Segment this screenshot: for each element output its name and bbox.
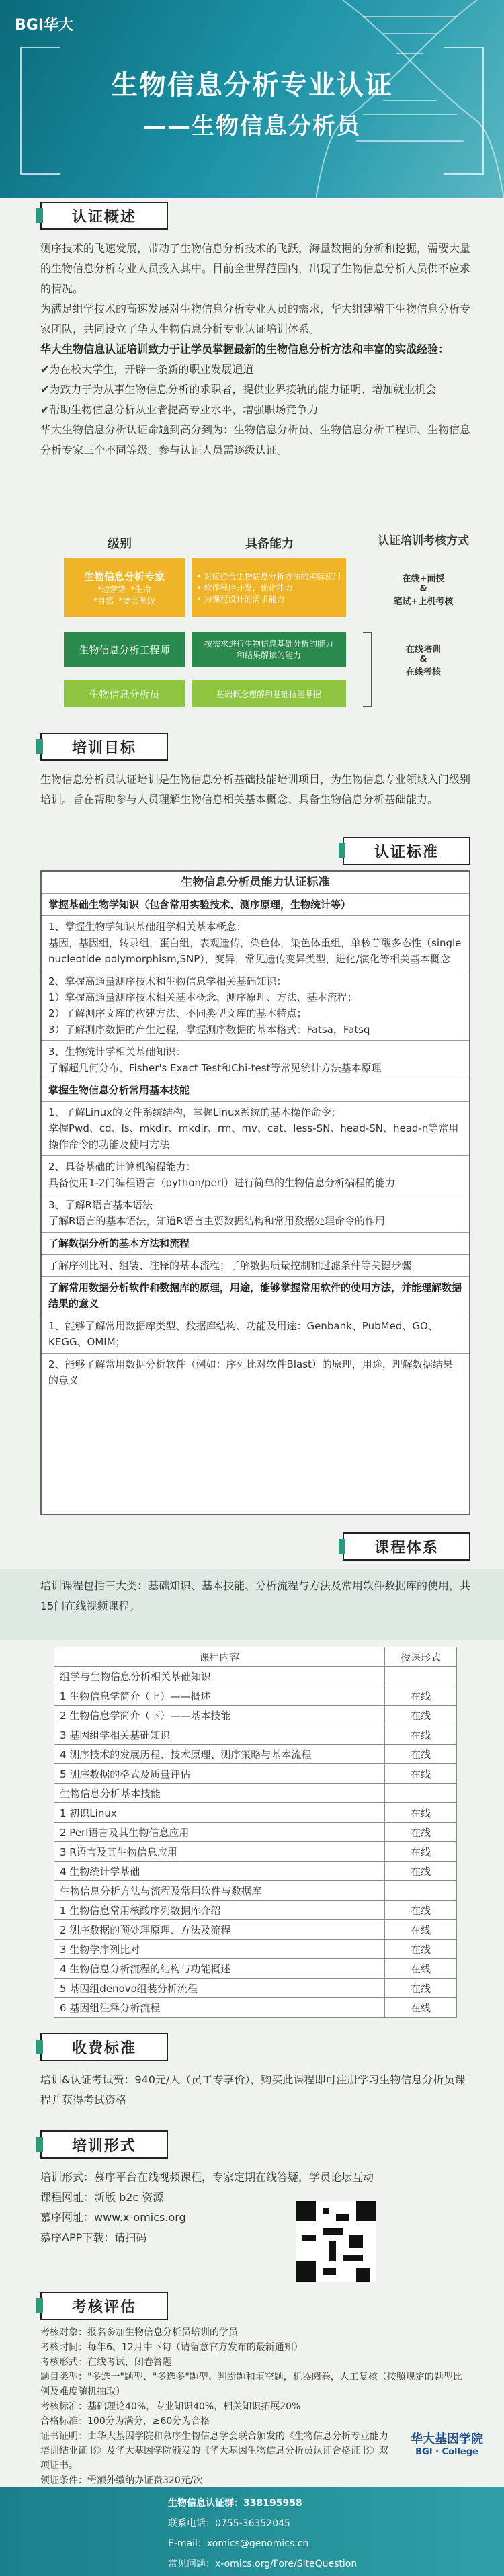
std-r7: 了解序列比对、组装、注释的基本流程；了解数据质量控制和过滤条件等关键步骤 <box>42 1255 469 1277</box>
footer-group: 生物信息认证群：338195958 <box>168 2498 302 2509</box>
std-h3: 了解数据分析的基本方法和流程 <box>42 1233 469 1255</box>
overview-p4: 华大生物信息分析认证命题到高分到为：生物信息分析员、生物信息分析工程师、生物信息分析专家三个不同等级。参与认证人员需逐级认证。 <box>40 423 471 456</box>
format-p3: 慕序网址：www.x-omics.org <box>40 2211 186 2224</box>
assess-q1: 考核对象：报名参加生物信息分析员培训的学员 <box>40 2327 238 2338</box>
courses-intro: 培训课程包括三大类：基础知识、基本技能、分析流程与方法及常用软件数据库的使用，共15门在线视频课程。 <box>40 1579 471 1612</box>
assess-q6: 合格标准：100分为满分，≥60分为合格 <box>40 2416 210 2427</box>
course-row: 2 Perl语言及其生物信息应用 <box>54 1823 385 1842</box>
std-r9: 2、能够了解常用数据分析软件（例如：序列比对软件Blast）的原理，用途，理解数据结果的意义 <box>48 1358 453 1386</box>
method-expert: 在线+面授 & 笔试+上机考核 <box>393 574 454 607</box>
section-title-courses: 课程体系 <box>343 1532 470 1561</box>
format-p2: 课程网址：新版 b2c 资源 <box>40 2191 164 2204</box>
ability-header: 具备能力 <box>245 537 294 551</box>
method-header: 认证培训考核方式 <box>378 534 469 548</box>
std-r5: 2、具备基础的计算机编程能力： 具备使用1-2门编程语言（python/perl）进行简单的生物信息分析编程的能力 <box>42 1156 469 1194</box>
section-title-assessment: 考核评估 <box>40 2292 168 2320</box>
level-engineer: 生物信息分析工程师 <box>64 632 185 667</box>
std-h4: 了解常用数据分析软件和数据库的原理，用途，能够掌握常用软件的使用方法，并能理解数据结果的意义 <box>42 1277 469 1315</box>
course-row: 4 测序技术的发展历程、技术原理、测序策略与基本流程 <box>54 1745 385 1764</box>
section-title-standard: 认证标准 <box>343 837 470 865</box>
footer <box>0 2487 504 2576</box>
overview-p2: 为满足组学技术的高速发展对生物信息分析专业人员的需求，华大组建精干生物信息分析专家团队，共同设立了华大生物信息分析专业认证培训体系。 <box>40 302 471 335</box>
format-p1: 培训形式：慕序平台在线视频课程，专家定期在线答疑，学员论坛互动 <box>40 2171 374 2184</box>
course-row: 1 生物信息常用核酸序列数据库介绍 <box>54 1901 385 1920</box>
bracket <box>363 632 372 707</box>
assess-q3: 考核形式：在线考试，闭卷答题 <box>40 2357 172 2368</box>
overview-bullet-2: ✔为致力于为从事生物信息分析的求职者，提供业界接轨的能力证明、增加就业机会 <box>40 383 437 396</box>
std-h2: 掌握生物信息分析常用基本技能 <box>42 1079 469 1102</box>
header-banner <box>0 0 504 198</box>
section-title-overview: 认证概述 <box>40 202 168 230</box>
bgi-college-logo: 华大基因学院 BGI · College <box>411 2432 483 2457</box>
std-r1: 1、掌握生物学知识基础组学相关基本概念： 基因，基因组，转录组，蛋白组，表观遗传，染色体，染色体重组，单核苷酸多态性（single nucleotide polymorphism,SNP），变异，常见遗传变异类型，进化/演化等相关基本概念 <box>42 916 469 970</box>
course-row: 3 基因组学相关基础知识 <box>54 1725 385 1745</box>
standard-table-title: 生物信息分析员能力认证标准 <box>42 872 469 894</box>
course-row: 3 R语言及其生物信息应用 <box>54 1842 385 1862</box>
ability-engineer: 按需求进行生物信息基础分析的能力 和结果解读的能力 <box>192 632 346 667</box>
course-group-1: 组学与生物信息分析相关基础知识 <box>54 1667 385 1686</box>
std-r2: 2、掌握高通量测序技术和生物信息学相关基础知识： 1）掌握高通量测序技术相关基本概念、测序原理、方法、基本流程； 2）了解测序文库的构建方法、不同类型文库的基本特点； 3）了解测序数据的产生过程，掌握测序数据的基本格式：Fatsa，Fatsq <box>42 970 469 1041</box>
std-r6: 3、了解R语言基本语法 了解R语言的基本语法，知道R语言主要数据结构和常用数据处理命令的作用 <box>42 1194 469 1233</box>
page-title: 生物信息分析专业认证 <box>111 70 393 101</box>
course-group-3: 生物信息分析方法与流程及常用软件与数据库 <box>54 1881 385 1901</box>
course-row: 2 测序数据的预处理原理、方法及流程 <box>54 1920 385 1940</box>
section-title-goal: 培训目标 <box>40 733 168 761</box>
section-title-fee: 收费标准 <box>40 2033 168 2061</box>
std-r8: 1、能够了解常用数据库类型、数据库结构、功能及用途：Genbank、PubMed、GO、KEGG、OMIM； <box>42 1315 469 1354</box>
assessment-body <box>40 2325 470 2488</box>
course-th-content: 课程内容 <box>54 1647 385 1667</box>
course-row: 4 生物信息分析流程的结构与功能概述 <box>54 1959 385 1979</box>
qr-code-icon <box>296 2201 376 2282</box>
course-group-2: 生物信息分析基本技能 <box>54 1784 385 1803</box>
fee-body: 培训&认证考试费：940元/人（员工专享价），购买此课程即可注册学习生物信息分析员课程并获得考试资格 <box>40 2073 466 2106</box>
course-row: 1 生物信息学简介（上）——概述 <box>54 1686 385 1706</box>
std-r4: 1、了解Linux的文件系统结构，掌握Linux系统的基本操作命令； 掌握Pwd、cd、ls、mkdir、mkdir、rm、mv、cat、less-SN、head-SN、head-n等常用操作命令的功能及使用方法 <box>42 1102 469 1156</box>
course-row: 2 生物信息学简介（下）——基本技能 <box>54 1706 385 1725</box>
standard-table <box>40 870 470 1515</box>
assess-q4: 题目类型："多选一"题型、"多选多"题型、判断题和填空题，机器阅卷，人工复核（按照规定的题型比例及难度随机抽取） <box>40 2372 462 2397</box>
goal-body: 生物信息分析员认证培训是生物信息分析基础技能培训项目，为生物信息专业领域入门级别培训。旨在帮助参与人员理解生物信息相关基本概念、具备生物信息分析基础能力。 <box>40 773 471 806</box>
std-h1: 掌握基础生物学知识（包含常用实验技术、测序原理，生物统计等） <box>42 894 469 916</box>
format-body <box>40 2167 470 2248</box>
course-row: 4 生物统计学基础 <box>54 1862 385 1881</box>
ability-expert: • 对应位合生物信息分析方法的实际应用 • 软件程序开发，优化能力 • 为课程设计的需求能力 <box>192 558 346 617</box>
page-subtitle: ——生物信息分析员 <box>143 113 361 140</box>
section-title-format: 培训形式 <box>40 2130 168 2159</box>
footer-faq-link[interactable]: 常见问题：x-omics.org/Fore/SiteQuestion <box>168 2559 358 2569</box>
assess-q8: 领证条件：需额外缴纳办证费320元/次 <box>40 2475 203 2486</box>
course-row: 1 初识Linux <box>54 1803 385 1823</box>
overview-body <box>40 239 470 460</box>
overview-bullet-1: ✔为在校大学生，开辟一条新的职业发展通道 <box>40 363 254 376</box>
course-row: 6 基因组注释分析流程 <box>54 1998 385 2018</box>
method-engineer-analyst: 在线培训 & 在线考核 <box>405 645 441 677</box>
footer-phone: 联系电话：0755-36352045 <box>168 2518 290 2529</box>
std-r3: 3、生物统计学相关基础知识： 了解超几何分布、Fisher's Exact Test和Chi-test等常见统计方法基本原理 <box>42 1041 469 1079</box>
course-row: 5 基因组denovo组装分析流程 <box>54 1979 385 1998</box>
level-expert: 生物信息分析专家 *运营势 *生命 *自然 *要会高级 <box>64 558 185 617</box>
bgi-logo: BGI华大 <box>15 17 74 34</box>
overview-bullet-3: ✔帮助生物信息分析从业者提高专业水平，增强职场竞争力 <box>40 403 319 416</box>
ability-analyst: 基础概念理解和基础技能掌握 <box>192 680 346 707</box>
overview-p3: 华大生物信息认证培训致力于让学员掌握最新的生物信息分析方法和丰富的实战经验： <box>40 343 450 356</box>
course-row: 3 生物学序列比对 <box>54 1940 385 1959</box>
level-analyst: 生物信息分析员 <box>64 680 185 707</box>
footer-email[interactable]: E-mail：xomics@genomics.cn <box>168 2538 309 2549</box>
level-header: 级别 <box>108 537 132 551</box>
assess-q2: 考核时间：每年6、12月中下旬（请留意官方发布的最新通知） <box>40 2342 303 2353</box>
assess-q7: 证书证明：由华大基因学院和慕序生物信息学会联合颁发的《生物信息分析专业能力培训结业证书》及华大基因学院颁发的《华大基因生物信息分析员认证合格证书》双项证书。 <box>40 2431 388 2471</box>
overview-p1: 测序技术的飞速发展，带动了生物信息分析技术的飞跃，海量数据的分析和挖掘，需要大量的生物信息分析专业人员投入其中。目前全世界范围内，出现了生物信息分析人员供不应求的情况。 <box>40 242 471 295</box>
assess-q5: 考核标准：基础理论40%，专业知识40%，相关知识拓展20% <box>40 2401 301 2412</box>
course-table: 课程内容 授课形式 组学与生物信息分析相关基础知识 1 生物信息学简介（上）——概述 在线 2 生物信息学简介（下）——基本技能 在线 3 基因组学相关基础知识 在线 4 测序技术的发展历程、技术原理、测序策略与基本流程 在线 5 测序数据的格式及质量评估 在线 生物信息分析基本技能 1 初识Linux 在线 2 Perl语言及其生物信息应用 在线 3 R语言及其生物信息应用 在线 4 生物统计学基础 在线 生物信息分析方法与流程及常用软件与数据库 1 生物信息常用核酸序列数据库介绍 在线 2 测序数据的预处理原理、方法及流程 在线 3 生物学序列比对 在线 4 生物信息分析流程的结构与功能概述 在线 5 基因组denovo组装分析流程 在线 6 基因组注释分析流程 在线 <box>54 1647 457 2018</box>
course-th-form: 授课形式 <box>385 1647 457 1667</box>
format-p4: 慕序APP下载：请扫码 <box>40 2231 147 2244</box>
course-row: 5 测序数据的格式及质量评估 <box>54 1764 385 1784</box>
